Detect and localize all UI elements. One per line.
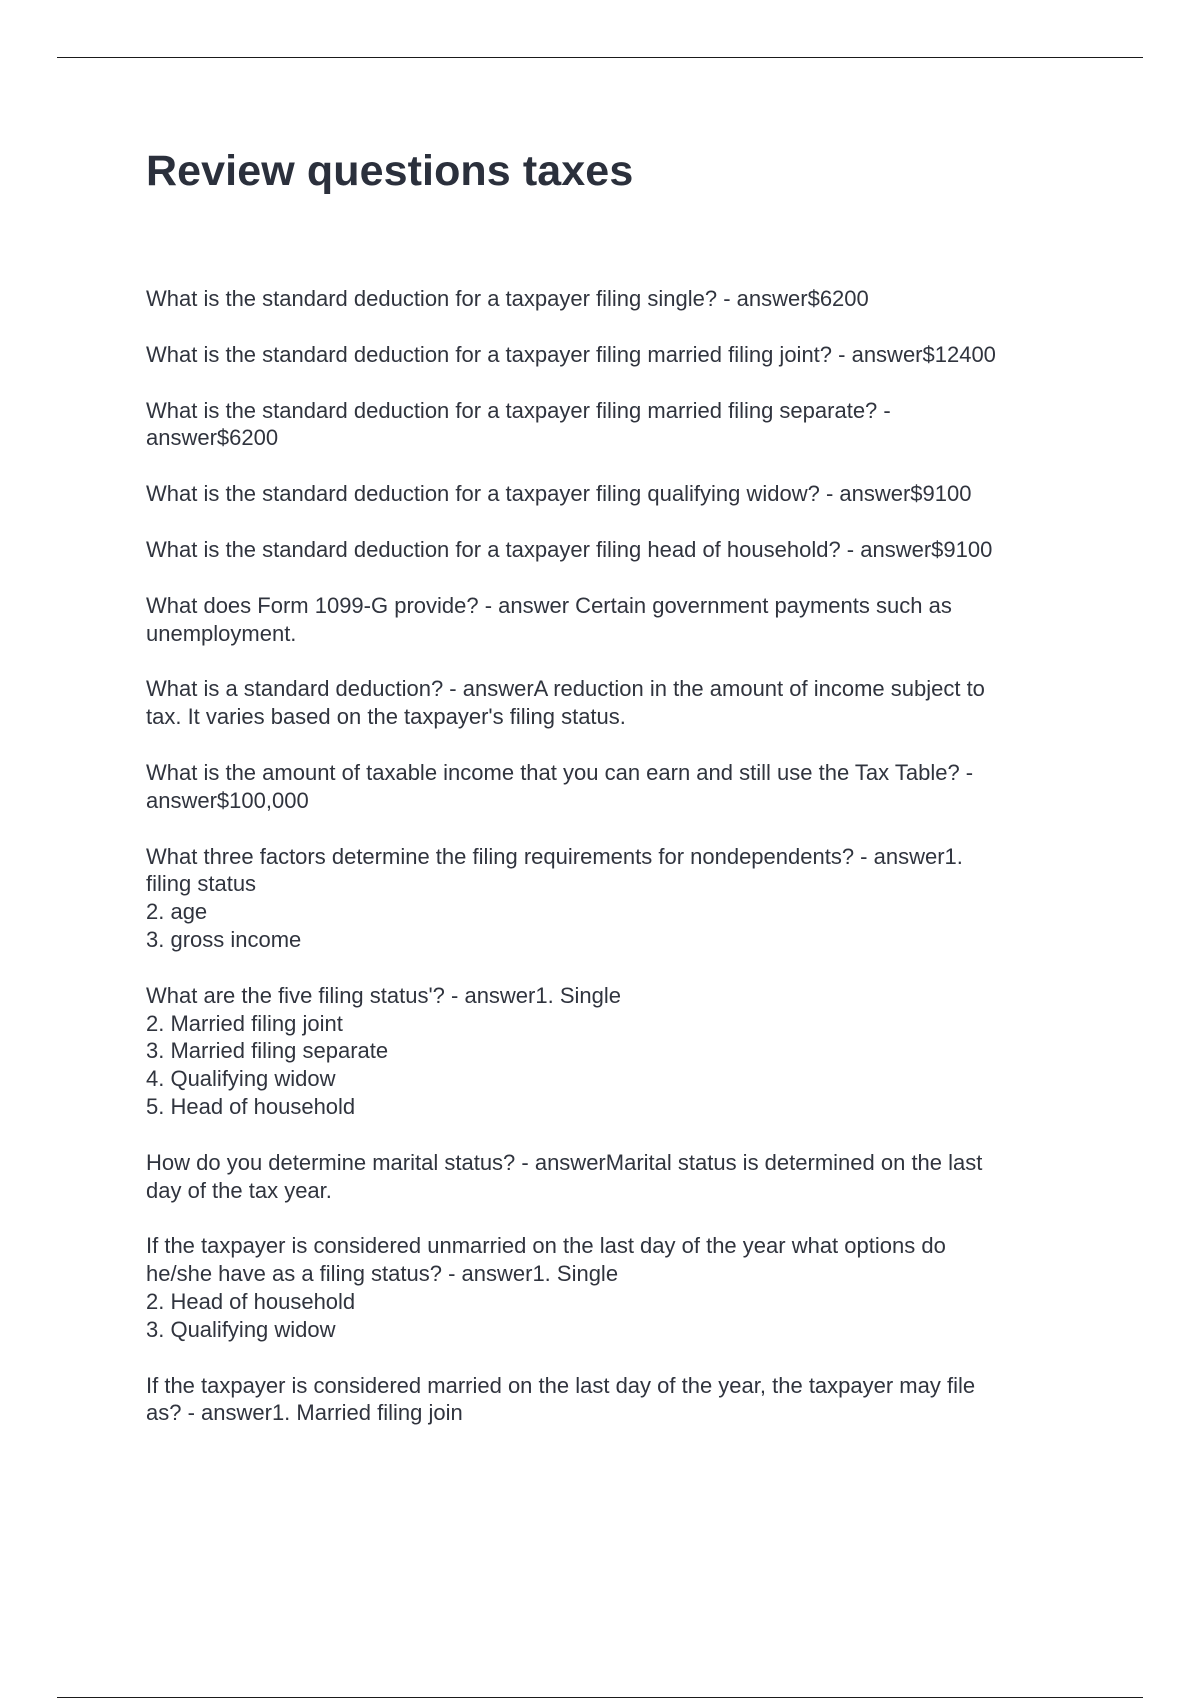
qa-item [146, 1149, 1096, 1205]
qa-line: What is the standard deduction for a taxpayer filing head of household? - answer$9100 [146, 536, 993, 562]
qa-item [146, 982, 1096, 1121]
qa-line: What is a standard deduction? - answerA reduction in the amount of income subject to [146, 676, 985, 702]
qa-line: he/she have as a filing status? - answer1. Single [146, 1261, 619, 1287]
qa-line: 2. Head of household [146, 1288, 356, 1314]
qa-item [146, 480, 1096, 508]
qa-line: 2. Married filing joint [146, 1010, 343, 1036]
qa-line: If the taxpayer is considered married on the last day of the year, the taxpayer may file [146, 1372, 976, 1398]
top-rule [57, 57, 1143, 58]
qa-line: What three factors determine the filing requirements for nondependents? - answer1. [146, 843, 963, 869]
qa-line: What is the standard deduction for a taxpayer filing qualifying widow? - answer$9100 [146, 481, 972, 507]
qa-item [146, 536, 1096, 564]
qa-line: What is the amount of taxable income that you can earn and still use the Tax Table? - [146, 759, 974, 785]
qa-line: If the taxpayer is considered unmarried on the last day of the year what options do [146, 1233, 946, 1259]
qa-item [146, 285, 1096, 313]
qa-item [146, 843, 1096, 954]
qa-item [146, 341, 1096, 369]
qa-line: as? - answer1. Married filing join [146, 1400, 463, 1426]
qa-line: answer$100,000 [146, 787, 309, 813]
qa-line: What is the standard deduction for a taxpayer filing married filing separate? - [146, 397, 891, 423]
qa-item [146, 397, 1096, 453]
qa-line: 3. Married filing separate [146, 1038, 389, 1064]
qa-line: What is the standard deduction for a taxpayer filing single? - answer$6200 [146, 286, 869, 311]
qa-line: 3. Qualifying widow [146, 1316, 336, 1342]
qa-line: filing status [146, 871, 257, 897]
qa-item [146, 675, 1096, 731]
qa-line: 4. Qualifying widow [146, 1066, 336, 1092]
qa-item [146, 1232, 1096, 1343]
qa-list [146, 285, 1096, 1455]
qa-item [146, 1372, 1096, 1428]
qa-line: day of the tax year. [146, 1177, 332, 1203]
qa-item [146, 592, 1096, 648]
qa-line: What is the standard deduction for a taxpayer filing married filing joint? - answer$12400 [146, 341, 996, 367]
page-title: Review questions taxes [146, 147, 634, 195]
qa-line: How do you determine marital status? - answerMarital status is determined on the last [146, 1149, 983, 1175]
bottom-rule [57, 1697, 1143, 1698]
qa-line: 5. Head of household [146, 1093, 356, 1119]
qa-line: What does Form 1099-G provide? - answer Certain government payments such as [146, 592, 952, 618]
qa-line: 2. age [146, 899, 208, 925]
qa-line: 3. gross income [146, 926, 302, 952]
qa-line: tax. It varies based on the taxpayer's filing status. [146, 704, 626, 730]
qa-line: What are the five filing status'? - answer1. Single [146, 982, 621, 1008]
qa-item [146, 759, 1096, 815]
qa-line: answer$6200 [146, 425, 279, 451]
qa-line: unemployment. [146, 620, 297, 646]
